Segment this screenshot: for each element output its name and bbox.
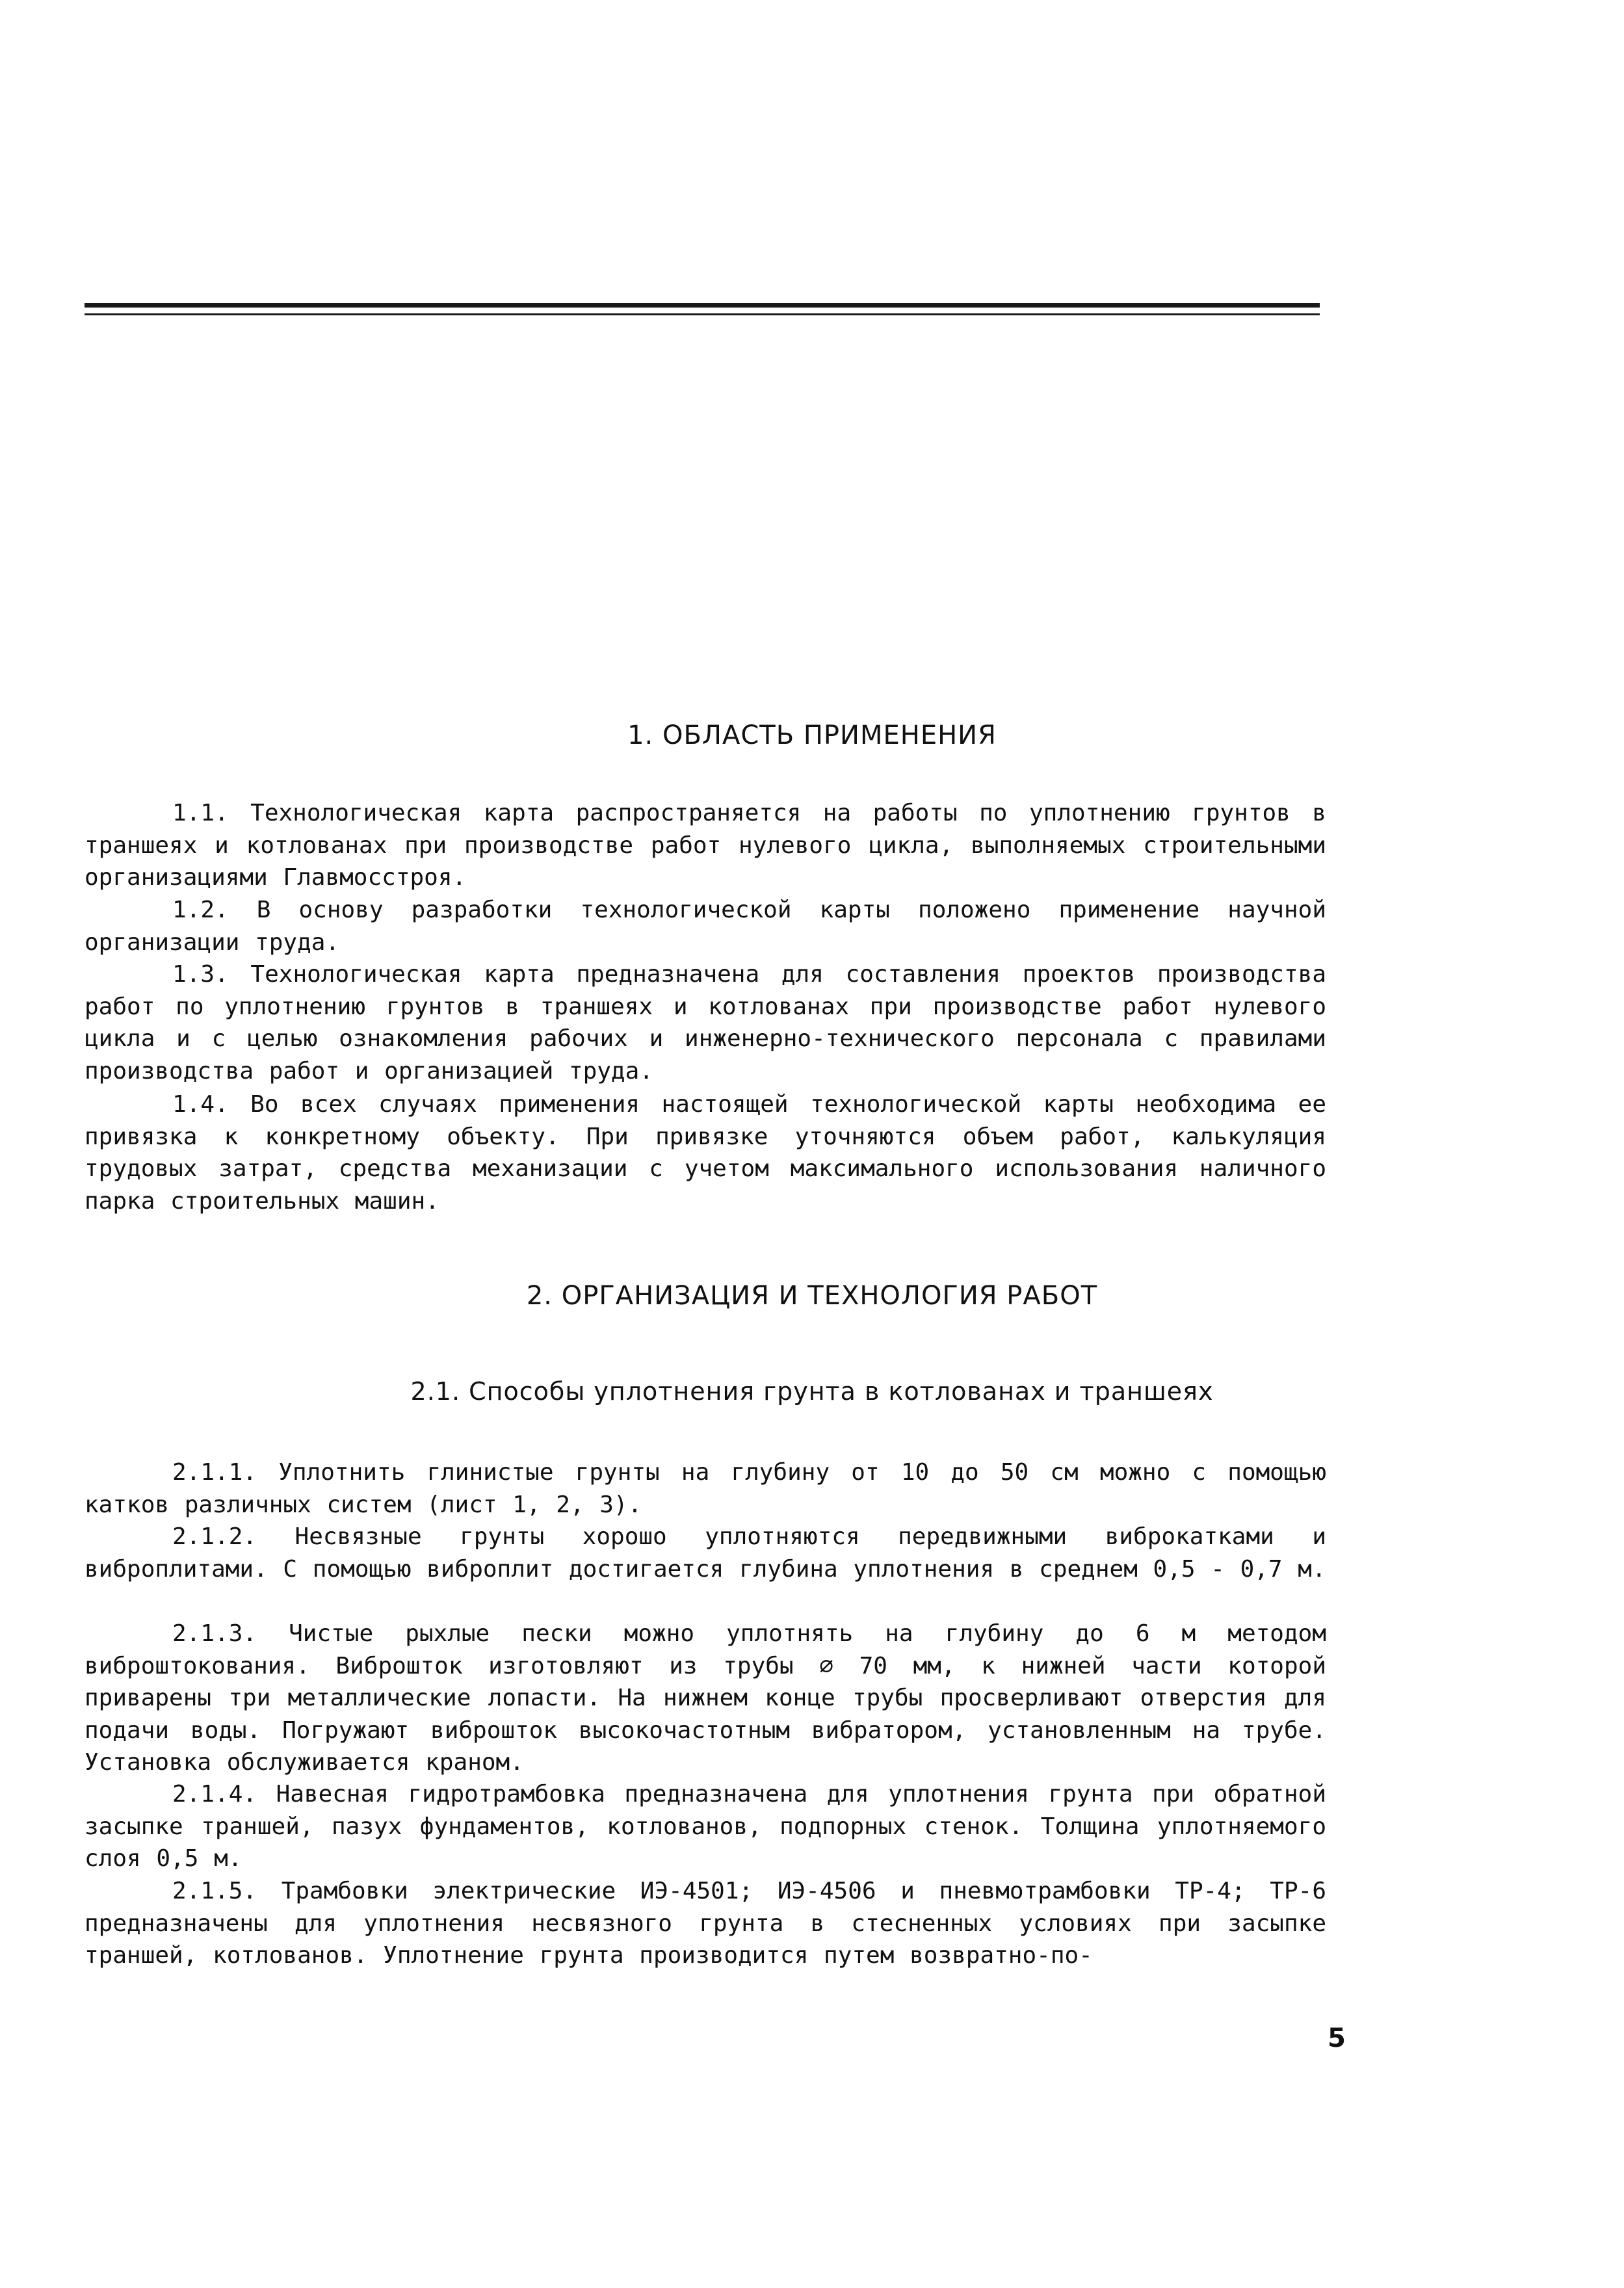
header-rule-thin [85,313,1320,315]
page-number: 5 [1328,2023,1346,2053]
section-2-title: 2. ОРГАНИЗАЦИЯ И ТЕХНОЛОГИЯ РАБОТ [526,1281,1098,1311]
paragraph-2-1-2: 2.1.2. Несвязные грунты хорошо уплотняются передвижными виброкатками и виброплитами. С помощью виброплит достигается глубина уплотнения в среднем 0,5 - 0,7 м. [85,1523,1326,1583]
paragraph-1-3: 1.3. Технологическая карта предназначена для составления проектов производства работ по уплотнению грунтов в траншеях и котлованах при производстве работ нулевого цикла и с целью ознакомления рабочих и инженерно-технического персонала с правилами производства работ и организацией труда. [85,961,1326,1085]
header-rule-thick [85,303,1320,308]
paragraph-2-1-1: 2.1.1. Уплотнить глинистые грунты на глубину от 10 до 50 см можно с помощью катков различных систем (лист 1, 2, 3). [85,1459,1326,1518]
paragraph-2-1-5: 2.1.5. Трамбовки электрические ИЭ-4501; ИЭ-4506 и пневмотрамбовки ТР-4; ТР-6 предназначены для уплотнения несвязного грунта в стесненных условиях при засыпке траншей, котлованов. Уплотнение грунта производится путем возвратно-по- [85,1878,1326,1969]
section-1-title: 1. ОБЛАСТЬ ПРИМЕНЕНИЯ [627,720,997,750]
paragraph-1-2: 1.2. В основу разработки технологической карты положено применение научной организации труда. [85,897,1326,956]
paragraph-1-1: 1.1. Технологическая карта распространяется на работы по уплотнению грунтов в траншеях и котлованах при производстве работ нулевого цикла, выполняемых строительными организациями Главмосстроя. [85,800,1326,891]
paragraph-2-1-3: 2.1.3. Чистые рыхлые пески можно уплотнять на глубину до 6 м методом виброштокования. Виброшток изготовляют из трубы ⌀ 70 мм, к нижней части которой приварены три металлические лопасти. На нижнем конце трубы просверливают отверстия для подачи воды. Погружают виброшток высокочастотным вибратором, установленным на трубе. Установка обслуживается краном. [85,1620,1326,1776]
subsection-2-1-title: 2.1. Способы уплотнения грунта в котлованах и траншеях [410,1377,1214,1406]
paragraph-2-1-4: 2.1.4. Навесная гидротрамбовка предназначена для уплотнения грунта при обратной засыпке траншей, пазух фундаментов, котлованов, подпорных стенок. Толщина уплотняемого слоя 0,5 м. [85,1781,1326,1872]
paragraph-1-4: 1.4. Во всех случаях применения настоящей технологической карты необходима ее привязка к конкретному объекту. При привязке уточняются объем работ, калькуляция трудовых затрат, средства механизации с учетом максимального использования наличного парка строительных машин. [85,1091,1326,1215]
